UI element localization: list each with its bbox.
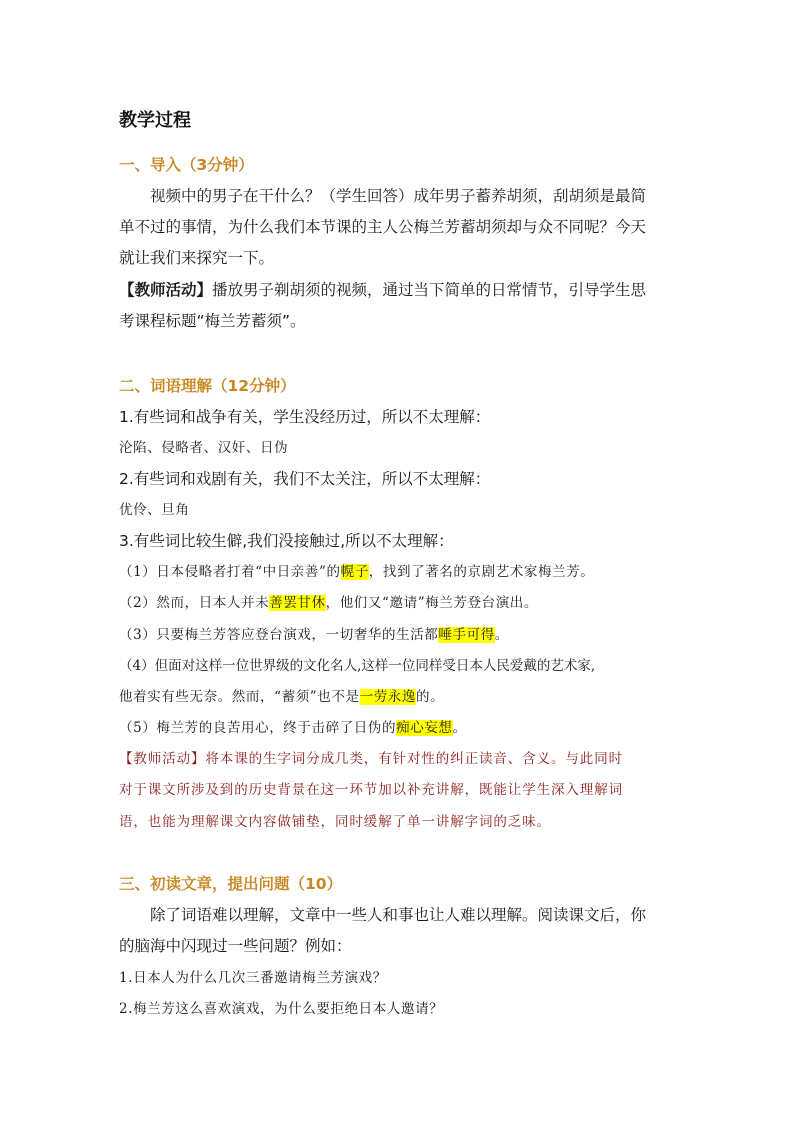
example-sentence: （5）梅兰芳的良苦用心，终于击碎了日伪的痴心妄想。 — [119, 720, 467, 736]
page-title: 教学过程 — [119, 110, 191, 131]
example-sentence-continued: 他着实有些无奈。然而，“蓄须”也不是一劳永逸的。 — [119, 689, 445, 705]
highlighted-word: 痴心妄想 — [396, 720, 453, 736]
teacher-activity-text: 播放男子剃胡须的视频，通过当下简单的日常情节，引导学生思 — [212, 281, 647, 299]
example-sentence: （4）但面对这样一位世界级的文化名人,这样一位同样受日本人民爱戴的艺术家, — [119, 658, 596, 674]
section-3-title: 三、初读文章，提出问题（10） — [119, 875, 343, 893]
section-3-paragraph-line: 除了词语难以理解，文章中一些人和事也让人难以理解。阅读课文后，你 — [150, 906, 647, 924]
teacher-activity-label: 【教师活动】 — [119, 281, 213, 299]
highlighted-word: 唾手可得 — [438, 627, 495, 643]
section-2-activity — [119, 747, 623, 767]
teacher-activity-text: 将本课的生字词分成几类，有针对性的纠正读音、含义。与此同时 — [205, 751, 624, 767]
section-1-activity-line: 考课程标题“梅兰芳蓄须”。 — [119, 312, 306, 330]
highlighted-word: 善罢甘休 — [269, 595, 326, 611]
question-item: 1.日本人为什么几次三番邀请梅兰芳演戏？ — [119, 970, 387, 986]
teacher-activity-label: 【教师活动】 — [119, 751, 206, 767]
vocab-group-2: 2.有些词和戏剧有关，我们不太关注，所以不太理解： — [119, 470, 491, 488]
section-2-title: 二、词语理解（12分钟） — [119, 377, 296, 395]
vocab-group-1: 1.有些词和战争有关，学生没经历过，所以不太理解： — [119, 408, 491, 426]
section-1-paragraph-line: 视频中的男子在干什么？（学生回答）成年男子蓄养胡须，刮胡须是最简 — [150, 187, 647, 205]
example-sentence: （2）然而，日本人并未善罢甘休，他们又“邀请”梅兰芳登台演出。 — [119, 595, 539, 611]
vocab-words-2: 优伶、旦角 — [119, 502, 190, 518]
example-sentence: （3）只要梅兰芳答应登台演戏，一切奢华的生活都唾手可得。 — [119, 627, 509, 643]
section-1-paragraph-line: 就让我们来探究一下。 — [119, 249, 275, 267]
section-2-activity-line: 对于课文所涉及到的历史背景在这一环节加以补充讲解，既能让学生深入理解词 — [119, 782, 623, 798]
question-item: 2.梅兰芳这么喜欢演戏，为什么要拒绝日本人邀请？ — [119, 1001, 444, 1017]
section-3-paragraph-line: 的脑海中闪现过一些问题？例如： — [119, 937, 352, 955]
highlighted-word: 幌子 — [340, 564, 369, 580]
section-1-title: 一、导入（3分钟） — [119, 156, 254, 174]
section-1-activity — [119, 278, 646, 300]
section-1-paragraph-line: 单不过的事情，为什么我们本节课的主人公梅兰芳蓄胡须却与众不同呢？今天 — [119, 218, 647, 236]
highlighted-word: 一劳永逸 — [359, 689, 417, 705]
example-sentence: （1）日本侵略者打着“中日亲善”的幌子，找到了著名的京剧艺术家梅兰芳。 — [119, 564, 595, 580]
section-2-activity-line: 语，也能为理解课文内容做铺垫，同时缓解了单一讲解字词的乏味。 — [119, 814, 551, 830]
vocab-words-1: 沦陷、侵略者、汉奸、日伪 — [119, 440, 289, 456]
vocab-group-3: 3.有些词比较生僻,我们没接触过,所以不太理解： — [119, 532, 454, 550]
